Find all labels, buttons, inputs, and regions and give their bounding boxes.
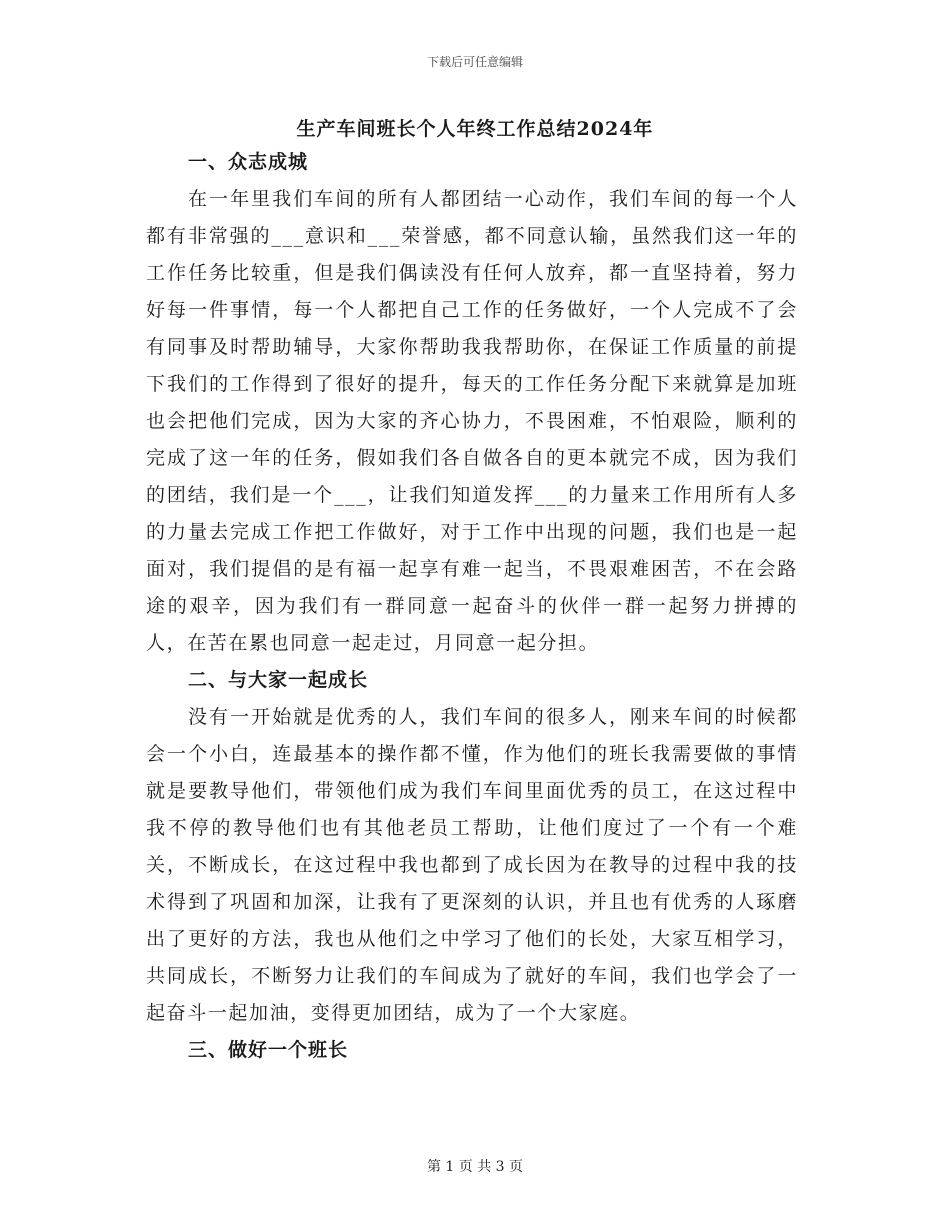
section-1-paragraph: 在一年里我们车间的所有人都团结一心动作，我们车间的每一个人都有非常强的___意识和___荣誉感，都不同意认输，虽然我们这一年的工作任务比较重，但是我们偶读没有任何人放弃，都一直坚持着，努力好每一件事情，每一个人都把自己工作的任务做好，一个人完成不了会有同事及时帮助辅导，大家你帮助我我帮助你，在保证工作质量的前提下我们的工作得到了很好的提升，每天的工作任务分配下来就算是加班也会把他们完成，因为大家的齐心协力，不畏困难，不怕艰险，顺利的完成了这一年的任务，假如我们各自做各自的更本就完不成，因为我们的团结，我们是一个___，让我们知道发挥___的力量来工作用所有人多的力量去完成工作把工作做好，对于工作中出现的问题，我们也是一起面对，我们提倡的是有福一起享有难一起当，不畏艰难困苦，不在会路途的艰辛，因为我们有一群同意一起奋斗的伙伴一群一起努力拼搏的人，在苦在累也同意一起走过，月同意一起分担。: [146, 188, 798, 654]
section-2-heading: 二、与大家一起成长: [188, 669, 369, 691]
document-title: 生产车间班长个人年终工作总结2024年: [296, 118, 654, 140]
section-2-paragraph: 没有一开始就是优秀的人，我们车间的很多人，刚来车间的时候都会一个小白，连最基本的操作都不懂，作为他们的班长我需要做的事情就是要教导他们，带领他们成为我们车间里面优秀的员工，在这过程中我不停的教导他们也有其他老员工帮助，让他们度过了一个有一个难关，不断成长，在这过程中我也都到了成长因为在教导的过程中我的技术得到了巩固和加深，让我有了更深刻的认识，并且也有优秀的人琢磨出了更好的方法，我也从他们之中学习了他们的长处，大家互相学习，共同成长，不断努力让我们的车间成为了就好的车间，我们也学会了一起奋斗一起加油，变得更加团结，成为了一个大家庭。: [146, 706, 798, 1024]
page-header-note: 下载后可任意编辑: [426, 55, 523, 69]
section-1-heading: 一、众志成城: [188, 151, 309, 173]
section-3-heading: 三、做好一个班长: [188, 1039, 349, 1061]
page-footer: 第 1 页 共 3 页: [426, 1159, 524, 1175]
document-body: [146, 144, 798, 1069]
